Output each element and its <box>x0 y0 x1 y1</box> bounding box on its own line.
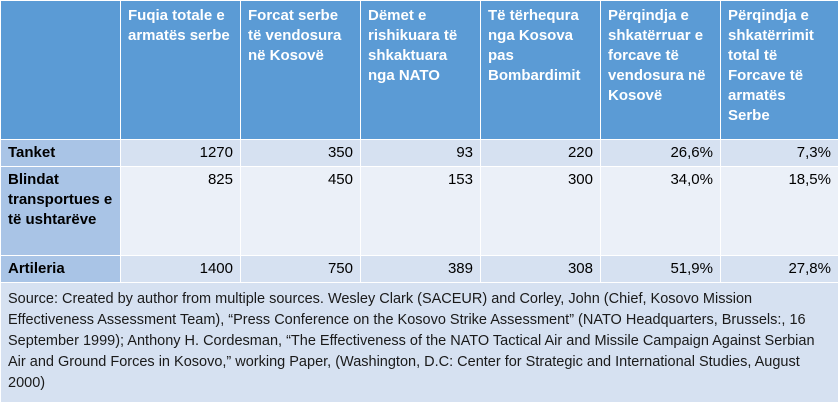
table-row <box>1 140 839 167</box>
table-cell: 51,9% <box>601 256 721 283</box>
source-note: Source: Created by author from multiple sources. Wesley Clark (SACEUR) and Corley, John (Chief, Kosovo Mission Effectiveness Assessment Team), “Press Conference on the Kosovo Strike Assessment” (NATO Headquarters, Brussels:, 16 September 1999); Anthony H. Cordesman, “The Effectiveness of the NATO Tactical Air and Missile Campaign Against Serbian Air and Ground Forces in Kosovo,” working Paper, (Washington, D.C: Center for Strategic and International Studies, August 2000) <box>1 283 839 403</box>
table-cell: 825 <box>121 167 241 256</box>
header-percent-destroyed-total: Përqindja e shkatërrimit total të Forcave të armatës Serbe <box>721 1 839 140</box>
table-cell: 34,0% <box>601 167 721 256</box>
table-row <box>1 167 839 256</box>
table-cell: 1270 <box>121 140 241 167</box>
header-percent-destroyed-kosovo: Përqindja e shkatërruar e forcave të vendosura në Kosovë <box>601 1 721 140</box>
row-label: Tanket <box>1 140 121 167</box>
table-row <box>1 256 839 283</box>
table-cell: 27,8% <box>721 256 839 283</box>
header-corner-cell <box>1 1 121 140</box>
table-cell: 7,3% <box>721 140 839 167</box>
header-total-serb-army: Fuqia totale e armatës serbe <box>121 1 241 140</box>
header-forces-in-kosovo: Forcat serbe të vendosura në Kosovë <box>241 1 361 140</box>
table-cell: 220 <box>481 140 601 167</box>
table-cell: 1400 <box>121 256 241 283</box>
header-withdrawn: Të tërhequra nga Kosova pas Bombardimit <box>481 1 601 140</box>
table-cell: 26,6% <box>601 140 721 167</box>
table-cell: 300 <box>481 167 601 256</box>
table-cell: 93 <box>361 140 481 167</box>
table-cell: 389 <box>361 256 481 283</box>
row-label: Artileria <box>1 256 121 283</box>
source-row <box>1 283 839 403</box>
table-cell: 450 <box>241 167 361 256</box>
table-cell: 153 <box>361 167 481 256</box>
table-cell: 750 <box>241 256 361 283</box>
row-label: Blindat transportues e të ushtarëve <box>1 167 121 256</box>
table-cell: 308 <box>481 256 601 283</box>
table-cell: 18,5% <box>721 167 839 256</box>
header-row <box>1 1 839 140</box>
table-cell: 350 <box>241 140 361 167</box>
header-nato-damage: Dëmet e rishikuara të shkaktuara nga NATO <box>361 1 481 140</box>
